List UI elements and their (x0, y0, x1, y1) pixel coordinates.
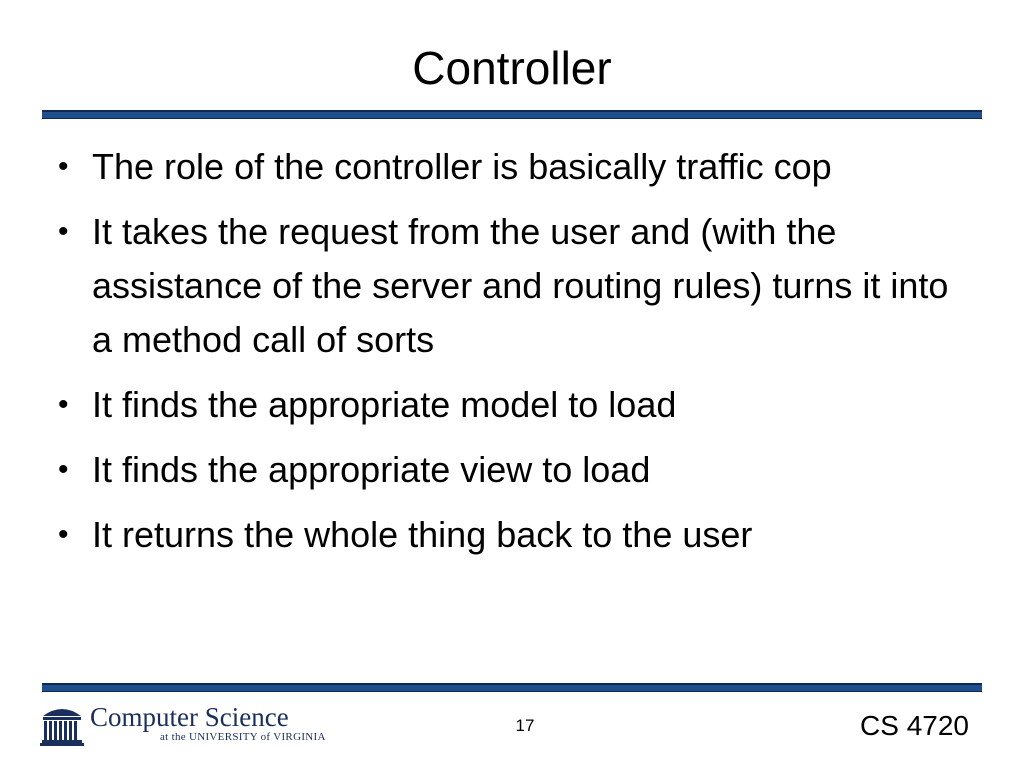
bullet-text: It finds the appropriate model to load (92, 384, 677, 425)
bullet-dot-icon: • (58, 150, 69, 183)
bullet-text: It takes the request from the user and (with the assistance of the server and routing rules) turns it into a method call of sorts (92, 211, 949, 360)
slide-title: Controller (412, 42, 612, 94)
bullet-dot-icon: • (58, 453, 69, 486)
rotunda-icon (40, 700, 84, 746)
title-divider (42, 110, 982, 119)
bullet-dot-icon: • (58, 215, 69, 248)
bullet-item (58, 508, 978, 562)
logo-title: Computer Science (90, 702, 289, 732)
department-logo (40, 700, 330, 748)
footer-divider (42, 683, 982, 692)
bullet-text: The role of the controller is basically traffic cop (92, 146, 832, 187)
bullet-text: It returns the whole thing back to the user (92, 514, 753, 555)
bullet-dot-icon: • (58, 388, 69, 421)
page-number: 17 (515, 716, 535, 735)
bullet-dot-icon: • (58, 518, 69, 551)
bullet-list (58, 140, 978, 573)
bullet-text: It finds the appropriate view to load (92, 449, 651, 490)
bullet-item (58, 205, 978, 367)
bullet-item (58, 140, 978, 194)
course-code: CS 4720 (860, 710, 969, 741)
bullet-item (58, 443, 978, 497)
bullet-item (58, 378, 978, 432)
logo-subtitle: at the UNIVERSITY of VIRGINIA (160, 731, 326, 743)
